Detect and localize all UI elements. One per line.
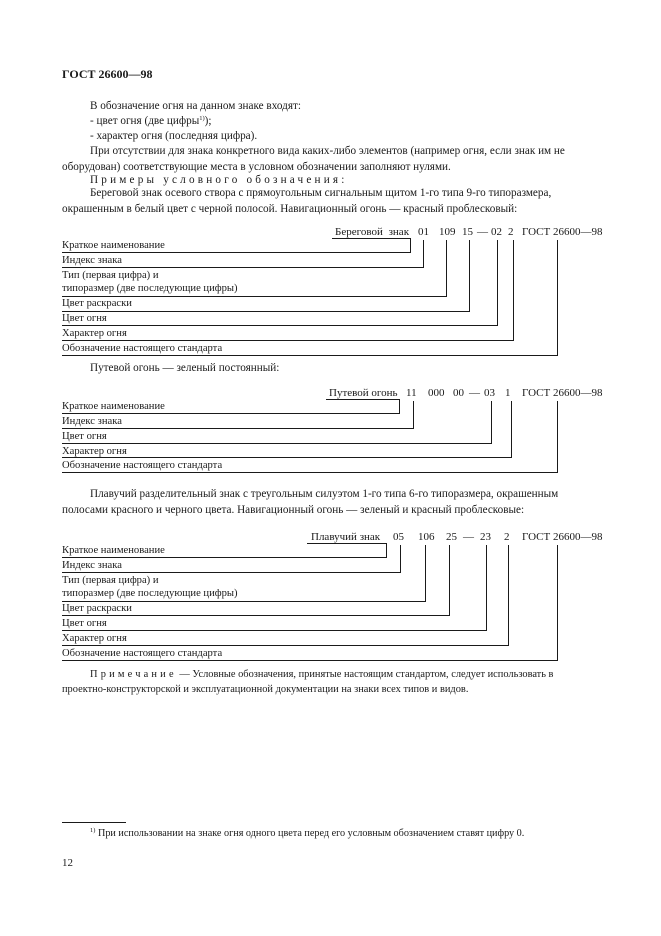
ex3-type-leader: [425, 545, 426, 602]
ex3-code-paint: 25: [446, 531, 457, 543]
footnote-separator: [62, 822, 126, 823]
ex3-paint-leader: [449, 545, 450, 616]
ex3-line-character: [62, 645, 509, 646]
ex3-line-index: [62, 572, 401, 573]
ex3-label-size: типоразмер (две последующие цифры): [62, 588, 238, 599]
ex2-standard-leader: [557, 401, 558, 472]
ex3-label-paint: Цвет раскраски: [62, 603, 132, 614]
example3-description: Плавучий разделительный знак с треугольным силуэтом 1-го типа 6-го типоразмера, окрашенным полосами красного и черного цвета. Навигационный огонь — зеленый и красный проблесковые:: [62, 488, 559, 516]
ex3-label-type: Тип (первая цифра) и: [62, 575, 159, 586]
ex1-code-light-color: 02: [491, 226, 502, 238]
ex3-code-light-color: 23: [480, 531, 491, 543]
note-text: — Условные обозначения, принятые настоящим стандартом, следует использовать в проектно-конструкторской и эксплуатационной документации на знаки всех типов и видов.: [62, 669, 554, 695]
ex2-line-character: [62, 457, 512, 458]
ex1-line-short-name: [62, 252, 411, 253]
ex1-code-character: 2: [508, 226, 514, 238]
ex3-name-underline: [307, 543, 386, 544]
ex1-code-index: 01: [418, 226, 429, 238]
ex2-light-leader: [491, 401, 492, 443]
ex3-line-standard: [62, 660, 558, 661]
ex1-line-paint: [62, 311, 470, 312]
footnote: $^{1)}$ При использовании на знаке огня одного цвета перед его условным обозначением ставят цифру 0.: [90, 827, 525, 839]
ex1-light-leader: [497, 240, 498, 326]
ex1-label-short-name: Краткое наименование: [62, 240, 165, 251]
ex2-character-leader: [511, 401, 512, 457]
ex2-line-short-name: [62, 413, 400, 414]
ex2-code-type: 000: [428, 387, 445, 399]
ex1-character-leader: [513, 240, 514, 341]
ex2-label-index: Индекс знака: [62, 416, 122, 427]
ex1-code-dash: —: [477, 226, 488, 238]
ex2-label-light-color: Цвет огня: [62, 431, 107, 442]
ex1-line-type: [62, 296, 447, 297]
ex2-name-tick: [399, 399, 400, 413]
ex3-label-light-color: Цвет огня: [62, 618, 107, 629]
ex1-paint-leader: [469, 240, 470, 312]
ex3-code-character: 2: [504, 531, 510, 543]
ex2-code-standard: ГОСТ 26600—98: [522, 387, 603, 399]
ex3-code-name: Плавучий знак: [311, 531, 381, 543]
note-paragraph: [62, 667, 598, 697]
ex1-code-paint: 15: [462, 226, 473, 238]
ex1-label-index: Индекс знака: [62, 255, 122, 266]
ex1-name-underline: [332, 238, 410, 239]
note-label: Примечание: [90, 669, 177, 680]
ex2-label-character: Характер огня: [62, 446, 127, 457]
document-header: ГОСТ 26600—98: [62, 67, 153, 81]
ex2-label-standard: Обозначение настоящего стандарта: [62, 460, 223, 471]
ex1-label-light-color: Цвет огня: [62, 313, 107, 324]
intro-paragraph: При отсутствии для знака конкретного вида каких-либо элементов (например огня, если знак им не оборудован) соответствующие места в условном обозначении заполняют нулями.: [62, 145, 565, 173]
ex3-code-standard: ГОСТ 26600—98: [522, 531, 603, 543]
ex1-index-leader: [423, 240, 424, 267]
ex2-code-name: Путевой огонь: [329, 387, 398, 399]
ex1-name-tick: [410, 238, 411, 252]
ex3-label-character: Характер огня: [62, 633, 127, 644]
ex3-line-type: [62, 601, 426, 602]
ex2-label-short-name: Краткое наименование: [62, 401, 165, 412]
page-number: 12: [62, 857, 73, 869]
ex2-code-paint: 00: [453, 387, 464, 399]
intro-line-1: В обозначение огня на данном знаке входят:: [90, 100, 301, 112]
ex2-line-index: [62, 428, 414, 429]
example2-description: Путевой огонь — зеленый постоянный:: [90, 362, 280, 374]
ex2-code-dash: —: [469, 387, 480, 399]
ex3-index-leader: [400, 545, 401, 572]
ex1-label-character: Характер огня: [62, 328, 127, 339]
ex3-label-index: Индекс знака: [62, 560, 122, 571]
ex3-label-short-name: Краткое наименование: [62, 545, 165, 556]
ex3-name-tick: [386, 543, 387, 557]
ex3-character-leader: [508, 545, 509, 646]
examples-heading: Примеры условного обозначения:: [90, 174, 348, 186]
intro-line-3: - характер огня (последняя цифра).: [90, 130, 258, 142]
ex2-code-character: 1: [505, 387, 511, 399]
ex2-index-leader: [413, 401, 414, 428]
ex2-line-standard: [62, 472, 558, 473]
ex1-label-type: Тип (первая цифра) и: [62, 270, 159, 281]
ex3-light-leader: [486, 545, 487, 631]
ex2-line-light-color: [62, 443, 492, 444]
intro-line-2: - цвет огня (две цифры$^{1)}$);: [90, 115, 212, 127]
ex3-standard-leader: [557, 545, 558, 661]
ex1-code-type: 109: [439, 226, 456, 238]
ex1-label-standard: Обозначение настоящего стандарта: [62, 343, 223, 354]
ex1-code-name: Береговой знак: [335, 226, 410, 238]
ex1-line-light-color: [62, 325, 498, 326]
ex3-label-standard: Обозначение настоящего стандарта: [62, 648, 223, 659]
ex3-line-light-color: [62, 630, 487, 631]
ex1-standard-leader: [557, 240, 558, 356]
ex3-code-dash: —: [463, 531, 474, 543]
ex1-line-standard: [62, 355, 558, 356]
ex1-label-paint: Цвет раскраски: [62, 298, 132, 309]
example1-description: Береговой знак осевого створа с прямоугольным сигнальным щитом 1-го типа 9-го типоразмера, окрашенным в белый цвет с черной полосой. Навигационный огонь — красный проблесковый:: [62, 187, 552, 215]
ex2-code-light-color: 03: [484, 387, 495, 399]
ex3-code-index: 05: [393, 531, 404, 543]
ex1-type-leader: [446, 240, 447, 297]
ex2-code-index: 11: [406, 387, 417, 399]
ex1-label-size: типоразмер (две последующие цифры): [62, 283, 238, 294]
ex3-line-short-name: [62, 557, 387, 558]
ex1-line-index: [62, 267, 424, 268]
ex2-name-underline: [326, 399, 399, 400]
ex3-line-paint: [62, 615, 450, 616]
ex1-line-character: [62, 340, 514, 341]
ex3-code-type: 106: [418, 531, 435, 543]
ex1-code-standard: ГОСТ 26600—98: [522, 226, 603, 238]
